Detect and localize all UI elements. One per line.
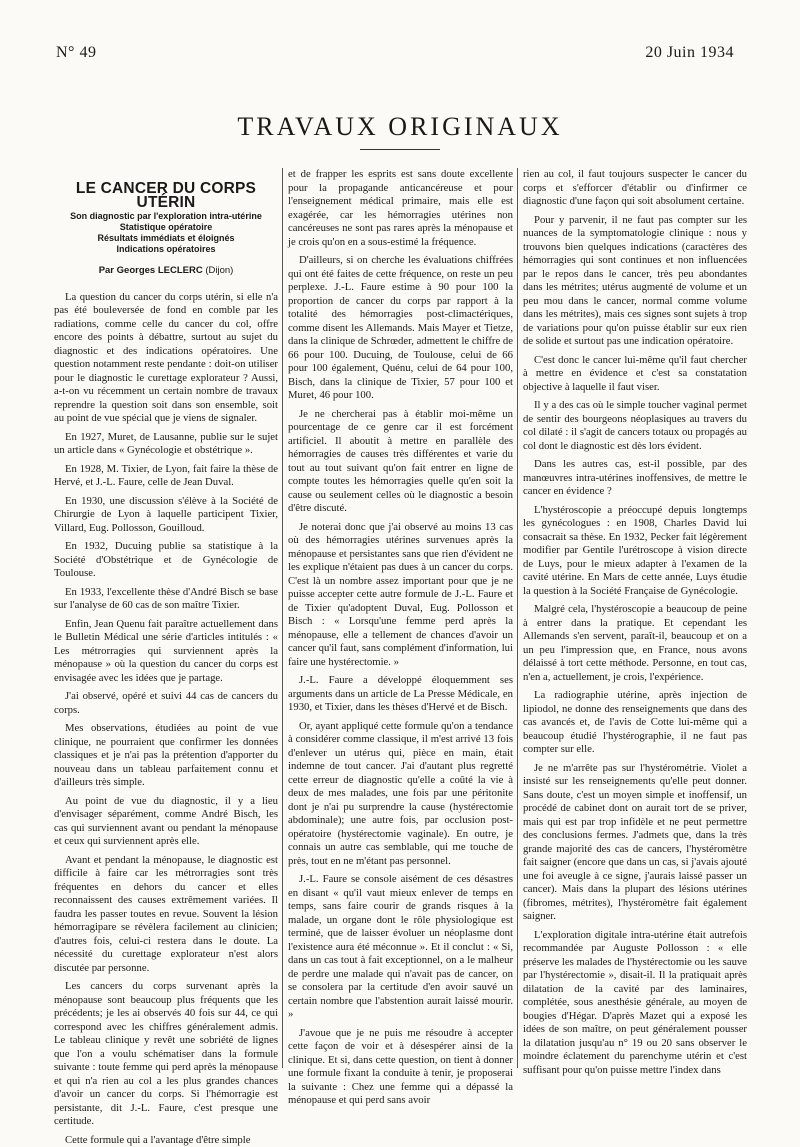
paragraph: Je ne chercherai pas à établir moi-même un pourcentage de ce genre car il est forcément artificiel. Il aboutit à mettre en parallèle des hémorragies de causes très différentes et varie du tout au tout suivant qu'on fait entrer en ligne de compte toutes les hémorragies quelle qu'en soit la cause ou seulement celles où le diagnostic a besoin d'être discuté.: [288, 408, 513, 516]
title-rule: [360, 149, 440, 150]
article-subtitles: [54, 211, 278, 255]
article-title: LE CANCER DU CORPS UTÉRIN: [54, 182, 278, 209]
paragraph: Enfin, Jean Quenu fait paraître actuellement dans le Bulletin Médical une série d'articles intitulés : « Les métrorragies qui surviennent après la ménopause » où la question du cancer du corps est envisagée avec les idées que je partage.: [54, 618, 278, 686]
paragraph: C'est donc le cancer lui-même qu'il faut chercher à mettre en évidence et c'est sa constatation objective à laquelle il faut viser.: [523, 354, 747, 395]
column-divider: [517, 168, 518, 1068]
paragraph: Dans les autres cas, est-il possible, par des manœuvres intra-utérines inoffensives, de mettre le cancer en évidence ?: [523, 458, 747, 499]
paragraph: D'ailleurs, si on cherche les évaluations chiffrées qui ont été faites de cette fréquence, on reste un peu perplexe. J.-L. Faure estime à 90 pour 100 la proportion de cancer du corps par rapport à la totalité des hémorragies post-climactériques, comme disent les Allemands. Mais Mayer et Tietze, dans la clinique de Schrœder, admettent le chiffre de 66 pour 100. Ducuing, de Toulouse, celui de 66 pour 100 également, Quénu, celui de 64 pour 100, Bisch, dans la clinique de Tixier, 57 pour 100 et Muret, 46 pour 100.: [288, 254, 513, 403]
paragraph: Malgré cela, l'hystéroscopie a beaucoup de peine à entrer dans la pratique. Et cependant les Allemands s'en servent, paraît-il, beaucoup et on a un peu l'impression que, en France, nous avons délaissé à tort cette méthode. Personne, en tout cas, n'en a, actuellement, je crois, l'expérience.: [523, 603, 747, 684]
section-title: TRAVAUX ORIGINAUX: [0, 112, 800, 142]
paragraph: Avant et pendant la ménopause, le diagnostic est difficile à faire car les métrorragies sont très fréquentes en dehors du cancer et elles reconnaissent des causes extrêmement variées. Il faudra les passer toutes en revue. Souvent la lésion hémorragipare se révèlera facilement au clinicien; d'autres fois, celui-ci restera dans le doute. La nécessité du curettage explorateur n'est alors discutée par personne.: [54, 854, 278, 976]
paragraph: Je noterai donc que j'ai observé au moins 13 cas où des hémorragies utérines survenues après la ménopause et persistantes sans que rien d'évident ne les explique n'étaient pas dues à un cancer du corps. C'est là un nombre assez important pour que je ne puisse accepter cette autre formule de J.-L. Faure et de Tixier qu'adoptent Duval, Eug. Pollosson et Bisch : « Lorsqu'une femme perd après la ménopause, elle a tellement de chances d'avoir un cancer qu'il faut, sans complément d'information, lui faire une hystérectomie. »: [288, 521, 513, 670]
paragraph: Il y a des cas où le simple toucher vaginal permet de sentir des bourgeons néoplasiques au travers du col dilaté : il s'agit de cancers totaux ou propagés au col dont le diagnostic est dès lors évident.: [523, 399, 747, 453]
paragraph: L'hystéroscopie a préoccupé depuis longtemps les gynécologues : en 1908, Charles David lui consacrait sa thèse. En 1932, Pecker fait légèrement modifier par Gentile l'urétroscope à vision directe de Luys, pour le mieux adapter à l'examen de la cavité utérine. En Mars de cette année, Luys étudie la question à la Société Française de Gynécologie.: [523, 504, 747, 599]
subtitle-line: Indications opératoires: [54, 244, 278, 255]
issue-date: 20 Juin 1934: [645, 44, 734, 62]
paragraph: En 1928, M. Tixier, de Lyon, fait faire la thèse de Hervé, et J.-L. Faure, celle de Jean Duval.: [54, 463, 278, 490]
paragraph: Les cancers du corps survenant après la ménopause sont beaucoup plus fréquents que les précédents; je les ai observés 40 fois sur 44, ce qui correspond avec les chiffres généralement admis. Le tableau clinique y revêt une sobriété de lignes que l'on a voulu schématiser dans la formule suivante : toute femme qui perd après la ménopause et qui n'a rien au col a les plus grandes chances d'avoir un cancer du corps. Si l'hémorragie est persistante, dit J.-L. Faure, c'est presque une certitude.: [54, 980, 278, 1129]
paragraph: rien au col, il faut toujours suspecter le cancer du corps et s'efforcer d'établir ou d'infirmer ce diagnostic d'une façon qui soit absolument certaine.: [523, 168, 747, 209]
paragraph: Je ne m'arrête pas sur l'hystérométrie. Violet a insisté sur les renseignements qu'elle peut donner. Sans doute, c'est un moyen simple et inoffensif, un procédé de cabinet dont on aurait tort de se priver, mais qui est par trop infidèle et ne peut permettre des conclusions fermes. J'admets que, dans la très grande majorité des cas de cancers, l'hystéromètre fait saigner (encore que dans un cas, si j'avais ajouté une foi aveugle à ce signe, j'aurais laissé passer un cancer). Mais dans la plupart des lésions utérines (fibromes, métrites), l'hystéromètre fait également saigner.: [523, 762, 747, 924]
column-3: [523, 168, 747, 1077]
paragraph: J.-L. Faure se console aisément de ces désastres en disant « qu'il vaut mieux enlever de temps en temps, sans faire courir de grands risques à la malade, un organe dont le rôle physiologique est terminé, que de laisser évoluer un néoplasme dont l'existence aura été méconnue ». Et il conclut : « Si, dans un cas tout à fait exceptionnel, on a le malheur de perdre une malade qui n'avait pas de cancer, on se consolera par la certitude d'en avoir sauvé un certain nombre que l'abstention aurait laissé mourir. »: [288, 873, 513, 1022]
column-1: [54, 168, 278, 1147]
author-name: Par Georges LECLERC: [99, 265, 203, 276]
paragraph: La radiographie utérine, après injection de lipiodol, ne donne des renseignements que dans des cas avancés et, de l'avis de Cotte lui-même qui a beaucoup étudié l'hystérographie, il ne faut pas compter sur elle.: [523, 689, 747, 757]
paragraph: En 1927, Muret, de Lausanne, publie sur le sujet un article dans « Gynécologie et obstétrique ».: [54, 431, 278, 458]
paragraph: J.-L. Faure a développé éloquemment ses arguments dans un article de La Presse Médicale, en 1930, et Tixier, dans les thèses d'Hervé et de Bisch.: [288, 674, 513, 715]
paragraph: En 1932, Ducuing publie sa statistique à la Société d'Obstétrique et de Gynécologie de Toulouse.: [54, 540, 278, 581]
column-divider: [282, 168, 283, 1068]
paragraph: En 1930, une discussion s'élève à la Société de Chirurgie de Lyon à laquelle participent Tixier, Villard, Eug. Pollosson, Gouilloud.: [54, 495, 278, 536]
subtitle-line: Statistique opératoire: [54, 222, 278, 233]
paragraph: Pour y parvenir, il ne faut pas compter sur les nuances de la symptomatologie clinique : nous y trouvons bien quelques indications (caractères des hémorragies qui sont continues et non influencées par le repos dans le cancer, très peu abondantes dans les métrites; utérus augmenté de volume et un peu mou dans le cancer, normal comme volume dans les métrites), mais ces signes sont sujets à trop de variations pour qu'on puisse établir sur eux rien de solide et surtout pas une indication opératoire.: [523, 214, 747, 349]
paragraph: L'exploration digitale intra-utérine était autrefois recommandée par Auguste Pollosson : « elle préserve les malades de l'hystérectomie ou les sauve par l'hystérectomie », disait-il. Il la pratiquait après dilatation de la cavité par des laminaires, complétée, sous anesthésie générale, au moyen de bougies d'Hégar. D'après Mazet qui a exposé les idées de son maître, on peut généralement pousser la dilatation jusqu'au n° 19 ou 20 sans observer le moindre éclatement du parenchyme utérin et c'est suffisant pour qu'on puisse mettre l'index dans: [523, 929, 747, 1078]
paragraph: et de frapper les esprits est sans doute excellente pour la propagande anticancéreuse et pour l'enseignement médical primaire, mais elle est exagérée, car les hémorragies utérines non cancéreuses ne sont pas rares après la ménopause et je crois qu'on en a sous-estimé la fréquence.: [288, 168, 513, 249]
byline: [54, 264, 278, 278]
column-2-body: [288, 168, 513, 1108]
subtitle-line: Son diagnostic par l'exploration intra-utérine: [54, 211, 278, 222]
paragraph: Or, ayant appliqué cette formule qu'on a tendance à considérer comme classique, il m'est arrivé 13 fois d'enlever un utérus qui, pièce en main, était indemne de tout cancer. J'ai d'autant plus regretté cette erreur de diagnostic qu'elle a coûté la vie à deux de mes malades, une fois par une péritonite dont je n'ai pu surprendre la cause (hystérectomie abdominale); une autre fois, par occlusion post-opératoire (hystérectomie vaginale). En outre, je connais un autre cas semblable, qui me touche de près, tout en ne m'étant pas personnel.: [288, 720, 513, 869]
paragraph: Au point de vue du diagnostic, il y a lieu d'envisager séparément, comme André Bisch, les cas qui surviennent avant ou pendant la ménopause et ceux qui surviennent après elle.: [54, 795, 278, 849]
author-affiliation: (Dijon): [205, 265, 233, 276]
column-2: [288, 168, 513, 1108]
column-1-body: [54, 291, 278, 1147]
paragraph: J'ai observé, opéré et suivi 44 cas de cancers du corps.: [54, 690, 278, 717]
issue-number: N° 49: [56, 44, 96, 62]
paragraph: Cette formule qui a l'avantage d'être simple: [54, 1134, 278, 1147]
paragraph: En 1933, l'excellente thèse d'André Bisch se base sur l'analyse de 60 cas de son maître Tixier.: [54, 586, 278, 613]
paragraph: J'avoue que je ne puis me résoudre à accepter cette façon de voir et à désespérer ainsi de la clinique. Et si, dans cette question, on tient à donner une formule fixant la conduite à tenir, je proposerai la suivante : Chez une femme qui a dépassé la ménopause et qui perd sans avoir: [288, 1027, 513, 1108]
subtitle-line: Résultats immédiats et éloignés: [54, 233, 278, 244]
paragraph: Mes observations, étudiées au point de vue clinique, ne pourraient que confirmer les données classiques et je n'ai pas la prétention d'apporter du nouveau dans un tableau parfaitement connu et d'ailleurs très simple.: [54, 722, 278, 790]
paragraph: La question du cancer du corps utérin, si elle n'a pas été bouleversée de fond en comble par les radiations, comme celle du cancer du col, offre encore des points à débattre, surtout au sujet du diagnostic et des indications opératoires. Une question notamment reste pendante : doit-on utiliser pour le diagnostic le curettage explorateur ? Aussi, a-t-on vu récemment un certain nombre de travaux reprendre la question soit dans son ensemble, soit au point de vue spécial que je viens de signaler.: [54, 291, 278, 426]
column-3-body: [523, 168, 747, 1077]
